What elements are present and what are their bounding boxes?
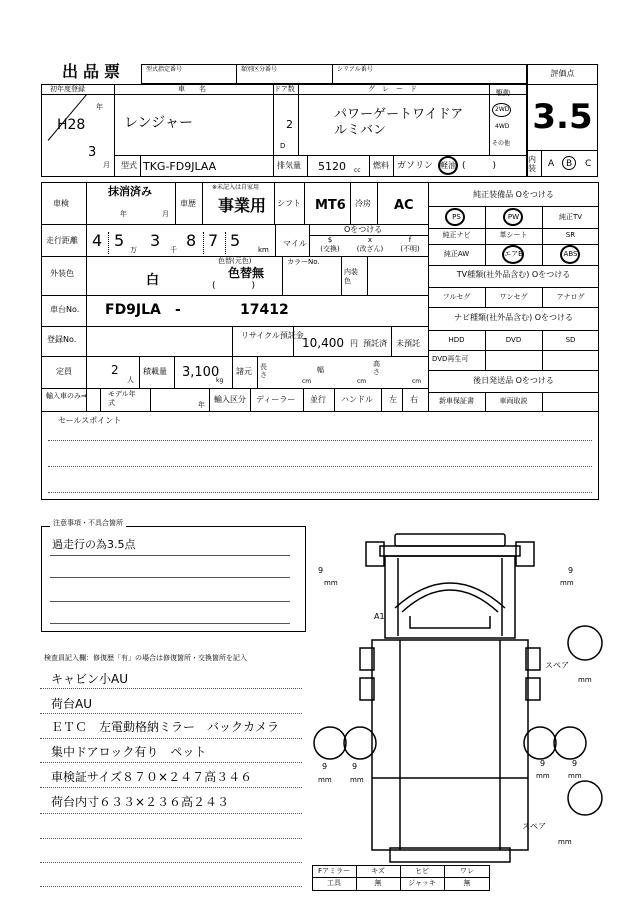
cm-unit-2: cm: [357, 378, 367, 385]
fuel-gasoline: ガソリン: [397, 161, 434, 171]
score-label: 評価点: [550, 69, 575, 78]
drive-2wd: 2WD: [495, 106, 510, 113]
tread-fr: 9: [568, 566, 574, 575]
cm-unit-3: cm: [412, 378, 422, 385]
mm-rr1: mm: [536, 772, 550, 780]
interior-c: C: [585, 159, 592, 169]
mile-digit-2: 5: [114, 231, 125, 250]
mile-digit-5: 7: [208, 231, 219, 250]
car-name-label: 車 名: [178, 85, 206, 93]
tread-rr2: 9: [572, 759, 578, 768]
mm-rl1: mm: [318, 776, 332, 784]
fuel-diesel: 軽油: [440, 161, 456, 170]
mm-fl: mm: [324, 579, 338, 587]
chassis-number: 17412: [240, 302, 289, 318]
km-unit: km: [258, 246, 269, 254]
model-label: 型式: [121, 161, 137, 170]
score-value: 3.5: [532, 97, 593, 137]
cc-unit: cc: [354, 167, 361, 174]
first-reg-label: 初年度登録: [50, 85, 85, 93]
navi-dvd: DVD: [505, 336, 522, 344]
late-warranty: 新車保証書: [439, 397, 474, 405]
inspector-line-6: 荷台内寸６３３×２３６高２４３: [51, 795, 230, 809]
spare-1: スペア: [545, 661, 569, 670]
history-label: 車歴: [180, 199, 196, 208]
interior-label: 内装: [528, 155, 536, 173]
tv-fullseg: フルセグ: [442, 293, 471, 301]
length-label: 長さ: [260, 363, 267, 379]
history-note: ※未記入は自家用: [212, 184, 260, 191]
type-cert-label: 型式指定番号: [146, 66, 183, 73]
mile-opt3b: (不明): [400, 245, 420, 253]
serial-label: シリアル番号: [337, 66, 373, 73]
inspection-label: 車検: [53, 199, 69, 208]
drive-label: 駆動: [496, 89, 510, 97]
import-label: 輸入車のみ⇒: [46, 392, 87, 400]
equip-leather: 革シート: [499, 231, 528, 239]
grade-line2: ルミバン: [334, 123, 387, 138]
tv-oneseg: ワンセグ: [499, 293, 528, 301]
mile-digit-4: 8: [186, 231, 197, 250]
fuel-label: 燃料: [373, 161, 389, 170]
interior-b: B: [566, 159, 573, 169]
insp-month-unit: 月: [162, 210, 169, 218]
load-value: 3,100: [182, 365, 220, 380]
import-class-label: 輸入区分: [214, 395, 246, 404]
reg-year: H28: [57, 117, 86, 133]
dims-label: 諸元: [236, 367, 252, 376]
displacement: 5120: [318, 160, 346, 173]
door-count: 2: [286, 118, 293, 131]
not-deposited: 未預託: [396, 339, 420, 348]
interior-color-label: 内装色: [344, 268, 358, 285]
mile-opt3: f: [408, 236, 412, 244]
disp-label: 排気量: [277, 161, 301, 170]
tbl-scratch: キズ: [371, 867, 385, 875]
ac-label: 冷房: [355, 199, 371, 208]
equip-abs: ABS: [563, 250, 578, 258]
load-label: 積載量: [143, 367, 167, 376]
equip-sr: SR: [565, 231, 576, 239]
tbl-tools-val: 無: [374, 879, 382, 887]
ac-value: AC: [394, 198, 414, 213]
inspector-line-4: 集中ドアロック有り ペット: [51, 745, 207, 759]
notes-text: 過走行の為3.5点: [52, 538, 136, 551]
mile-digit-6: 5: [230, 231, 241, 250]
height-label: 高さ: [373, 360, 380, 376]
width-label: 幅: [317, 366, 324, 374]
recycle-value: 10,400: [302, 336, 344, 350]
color-label: 外装色: [50, 269, 74, 278]
cm-unit-1: cm: [302, 378, 312, 385]
inspector-line-3: ＥＴＣ 左電動格納ミラー バックカメラ: [51, 720, 280, 734]
mile-opt1b: (交換): [320, 245, 340, 253]
form-title: 出品票: [62, 62, 126, 81]
car-name: レンジャー: [124, 115, 194, 131]
handle-left: 左: [389, 395, 397, 404]
spare-2: スペア: [522, 822, 546, 831]
capacity-value: 2: [111, 363, 119, 377]
inspector-line-1: キャビン小AU: [51, 672, 128, 686]
mileage-label: 走行距離: [46, 236, 78, 245]
mileage-circle-note: Oをつける: [344, 225, 383, 234]
insp-year-unit: 年: [120, 210, 127, 218]
inspector-label: 検査員記入欄：修復歴「有」の場合は修復箇所・交換箇所を記入: [44, 654, 247, 662]
notes-label: 注意事項・不具合箇所: [50, 520, 126, 527]
navi-hdd: HDD: [448, 336, 465, 344]
tv-analog: アナログ: [556, 293, 585, 301]
chassis-dash: -: [175, 302, 181, 318]
mm-spare-1: mm: [578, 676, 592, 684]
late-manual: 車両取説: [499, 397, 528, 405]
equip-pw: PW: [507, 213, 520, 221]
dvd-playback: DVD再生可: [432, 355, 469, 363]
inspector-line-5: 車検証サイズ８７０×２４７高３４６: [51, 770, 253, 784]
shift-value: MT6: [315, 198, 346, 213]
tv-title: TV種類(社外品含む) Oをつける: [456, 270, 571, 279]
model-year-label: モデル年式: [108, 390, 136, 407]
handle-label: ハンドル: [341, 395, 373, 404]
equipment-title: 純正装備品 Oをつける: [473, 190, 554, 199]
regno-label: 登録No.: [47, 335, 77, 344]
tread-fl: 9: [318, 566, 324, 575]
mile-opt2: x: [367, 236, 373, 244]
sen-unit: 千: [170, 246, 177, 254]
tbl-mirror: Fアミラー: [317, 867, 351, 875]
kg-unit: kg: [216, 377, 224, 384]
handle-right: 右: [410, 395, 418, 404]
chassis-label: 車台No.: [50, 305, 80, 314]
month-unit: 月: [103, 161, 110, 169]
shift-label: シフト: [277, 199, 301, 208]
tbl-jack-val: 無: [463, 879, 471, 887]
equip-airbag: エアB: [504, 250, 523, 258]
tbl-tools: 工具: [327, 879, 341, 887]
repaint-value: 色替無: [228, 266, 265, 280]
fuel-paren: ( ): [462, 161, 497, 171]
mm-rl2: mm: [350, 776, 364, 784]
chassis-prefix: FD9JLA: [105, 302, 161, 318]
equip-tv: 純正TV: [558, 213, 583, 221]
doors-label: ドア数: [274, 85, 295, 93]
equip-aw: 純正AW: [443, 250, 470, 258]
interior-a: A: [548, 159, 555, 169]
exterior-color: 白: [146, 273, 160, 288]
mile-digit-3: 3: [150, 231, 161, 250]
navi-title: ナビ種類(社外品含む) Oをつける: [453, 313, 574, 322]
tbl-break: ワレ: [460, 867, 474, 875]
recycle-label: リサイクル預託金: [241, 331, 304, 340]
repaint-paren: ( ): [212, 281, 256, 291]
person-unit: 人: [127, 376, 134, 384]
dealer-option: ディーラー: [256, 395, 296, 404]
man-unit: 万: [130, 246, 137, 254]
class-label: 類別区分番号: [241, 66, 278, 73]
repaint-label: 色替(元色): [218, 257, 252, 265]
late-title: 後日発送品 Oをつける: [473, 376, 554, 385]
yen-unit: 円: [350, 339, 358, 348]
grade-line1: パワーゲートワイドア: [334, 107, 464, 122]
capacity-label: 定員: [56, 367, 72, 376]
mile-label: マイル: [283, 239, 307, 248]
navi-sd: SD: [565, 336, 576, 344]
drive-other: その他: [492, 140, 511, 147]
mile-opt2b: (改ざん): [356, 245, 384, 253]
tread-rl1: 9: [322, 762, 328, 771]
sales-label: セールスポイント: [58, 416, 122, 425]
reg-month: 3: [88, 145, 97, 160]
model-code: TKG-FD9JLAA: [143, 160, 217, 173]
mile-opt1: $: [327, 236, 333, 244]
deposited: 預託済: [363, 339, 387, 348]
tbl-crack: ヒビ: [415, 867, 429, 875]
equip-ps: PS: [452, 213, 461, 221]
inspector-line-2: 荷台AU: [51, 697, 92, 711]
tread-rl2: 9: [352, 762, 358, 771]
equip-navi: 純正ナビ: [442, 231, 471, 239]
header-fields: [141, 64, 527, 84]
drive-4wd: 4WD: [495, 123, 510, 130]
mile-digit-1: 4: [92, 231, 103, 250]
model-year-unit: 年: [198, 401, 205, 409]
damage-a1: A1: [374, 612, 385, 621]
year-unit: 年: [96, 103, 103, 111]
door-suffix: D: [280, 142, 286, 150]
parallel-option: 並行: [310, 395, 326, 404]
mm-fr: mm: [560, 579, 574, 587]
tbl-jack: ジャッキ: [408, 879, 436, 887]
colorno-label: カラーNo.: [287, 258, 320, 266]
mm-spare-2: mm: [558, 838, 572, 846]
grade-label: グ レ ー ド: [368, 85, 417, 93]
mm-rr2: mm: [568, 772, 582, 780]
tread-rr1: 9: [540, 759, 546, 768]
history-value: 事業用: [218, 196, 267, 215]
inspection-status: 抹消済み: [108, 185, 152, 198]
